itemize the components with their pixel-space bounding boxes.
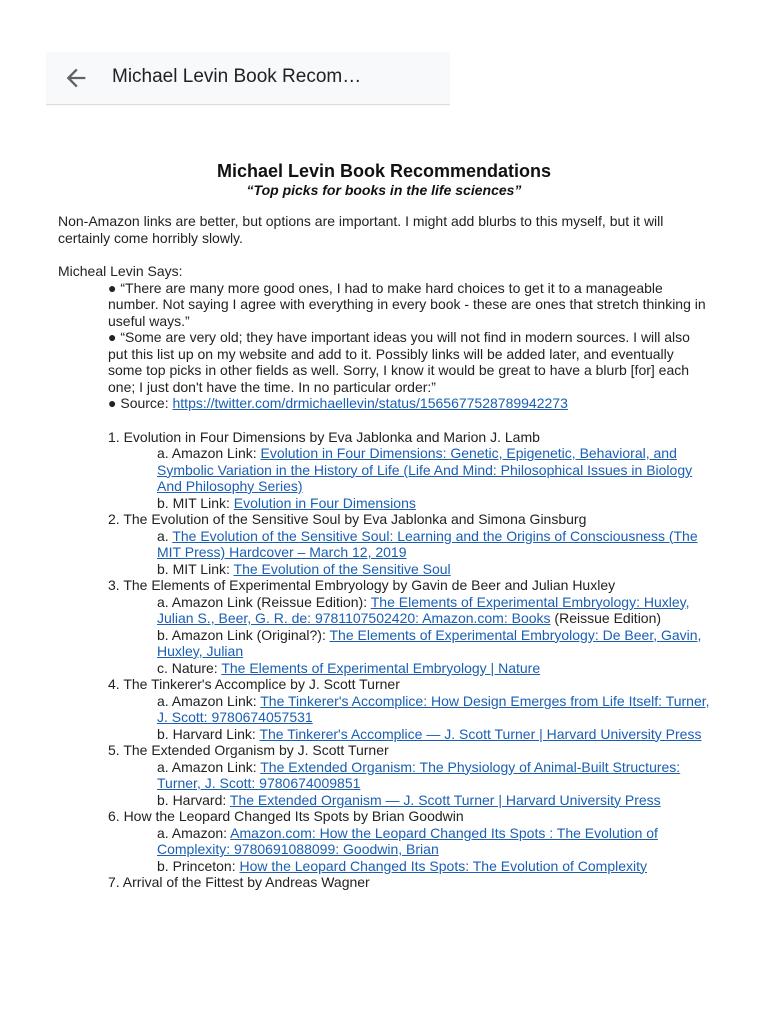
page-title: Michael Levin Book Recommendations — [216, 161, 552, 181]
book-link[interactable]: The Tinkerer's Accomplice — J. Scott Turner | Harvard University Press — [259, 725, 702, 742]
book-link-suffix: (Reissue Edition) — [550, 610, 662, 626]
book-link-label: a. Amazon Link: — [157, 758, 261, 775]
says-label: Micheal Levin Says: — [58, 263, 183, 279]
book-link[interactable]: How the Leopard Changed Its Spots: The Evolution of Complexity — [239, 857, 648, 874]
book-link-label: a. Amazon Link: — [157, 692, 261, 709]
book-link[interactable]: The Extended Organism: The Physiology of Animal-Built Structures: Turner, J. Scott: 9780674009851 — [157, 758, 681, 791]
source-item — [108, 395, 710, 412]
source-label: Source: — [120, 395, 169, 411]
book-link-item — [108, 759, 710, 792]
book-link-label: a. Amazon Link: — [157, 445, 261, 461]
book-link-item — [108, 594, 710, 627]
back-button[interactable] — [62, 64, 90, 92]
book-link[interactable]: The Elements of Experimental Embryology: De Beer, Gavin, Huxley, Julian — [157, 626, 702, 659]
book-link-item — [108, 528, 710, 561]
book-list — [58, 429, 710, 891]
book-link-item — [108, 693, 710, 726]
book-heading: 4. The Tinkerer's Accomplice by J. Scott Turner — [108, 676, 400, 692]
book-link-label: b. Harvard: — [157, 791, 230, 808]
book-link-label: a. — [157, 527, 173, 544]
book-link-item — [108, 825, 710, 858]
page-subtitle: “Top picks for books in the life sciences” — [246, 182, 522, 198]
book-link-label: c. Nature: — [157, 659, 222, 676]
book-link-item — [108, 660, 710, 677]
book-heading: 3. The Elements of Experimental Embryology by Gavin de Beer and Julian Huxley — [108, 577, 616, 593]
book-link[interactable]: Evolution in Four Dimensions — [233, 494, 416, 511]
document-body — [58, 160, 710, 891]
book-link[interactable]: The Tinkerer's Accomplice: How Design Emerges from Life Itself: Turner, J. Scott: 9780674057531 — [157, 692, 710, 725]
quote-item — [108, 329, 710, 395]
book-link[interactable]: The Evolution of the Sensitive Soul: Learning and the Origins of Consciousness (The MIT Press) Hardcover – March 12, 2019 — [157, 527, 698, 560]
book-link-item — [108, 561, 710, 578]
book-link[interactable]: The Extended Organism — J. Scott Turner | Harvard University Press — [229, 791, 661, 808]
book-link[interactable]: The Elements of Experimental Embryology | Nature — [221, 659, 541, 676]
book-link-item — [108, 445, 710, 495]
quote-text: “There are many more good ones, I had to make hard choices to get it to a manageable number. Not saying I agree with everything in every book - these are ones that stretch thinking in useful ways.” — [108, 279, 706, 329]
book-link-label: a. Amazon: — [157, 824, 231, 841]
book-heading: 5. The Extended Organism by J. Scott Turner — [108, 742, 389, 758]
quote-text: “Some are very old; they have important ideas you will not find in modern sources. I will also put this list up on my website and add to it. Possibly links will be added later, and eventually some top picks in other fields as well. Sorry, I know it would be great to have a blurb [for] each one; I just don't have the time. In no particular order:” — [108, 329, 690, 395]
book-link[interactable]: Amazon.com: How the Leopard Changed Its Spots : The Evolution of Complexity: 9780691088099: Goodwin, Brian — [157, 824, 658, 857]
book-link-label: b. Amazon Link (Original?): — [157, 626, 330, 643]
book-link-item — [108, 858, 710, 875]
intro-paragraph: Non-Amazon links are better, but options are important. I might add blurbs to this myself, but it will certainly come horribly slowly. — [58, 213, 664, 246]
book-link-label: b. Princeton: — [157, 857, 240, 874]
source-link[interactable]: https://twitter.com/drmichaellevin/status/1565677528789942273 — [172, 395, 568, 411]
book-link-item — [108, 627, 710, 660]
book-link-item — [108, 726, 710, 743]
book-link-item — [108, 792, 710, 809]
book-link-label: a. Amazon Link (Reissue Edition): — [157, 593, 371, 610]
book-heading: 1. Evolution in Four Dimensions by Eva Jablonka and Marion J. Lamb — [108, 428, 540, 445]
quote-item — [108, 280, 710, 330]
bullet-icon: ● — [108, 329, 117, 345]
book-link-item — [108, 495, 710, 512]
book-link-label: b. MIT Link: — [157, 560, 234, 577]
arrow-left-icon — [62, 64, 90, 92]
book-link-label: b. MIT Link: — [157, 494, 234, 511]
book-link[interactable]: Evolution in Four Dimensions: Genetic, Epigenetic, Behavioral, and Symbolic Variation in the History of Life (Life And Mind: Philosophical Issues in Biology And Philosophy Series) — [157, 445, 693, 494]
book-link[interactable]: The Evolution of the Sensitive Soul — [233, 560, 451, 577]
bullet-icon: ● — [108, 279, 117, 296]
book-link[interactable]: The Elements of Experimental Embryology: Huxley, Julian S., Beer, G. R. de: 9781107502420: Amazon.com: Books — [157, 593, 690, 626]
document-title-bar: Michael Levin Book Recom… — [112, 66, 362, 87]
app-bar — [46, 52, 450, 105]
bullet-icon: ● — [108, 395, 117, 411]
quote-list — [58, 280, 710, 412]
book-heading: 2. The Evolution of the Sensitive Soul by Eva Jablonka and Simona Ginsburg — [108, 511, 587, 527]
book-heading: 6. How the Leopard Changed Its Spots by Brian Goodwin — [108, 808, 464, 824]
book-link-label: b. Harvard Link: — [157, 725, 260, 742]
book-heading: 7. Arrival of the Fittest by Andreas Wagner — [108, 874, 370, 890]
